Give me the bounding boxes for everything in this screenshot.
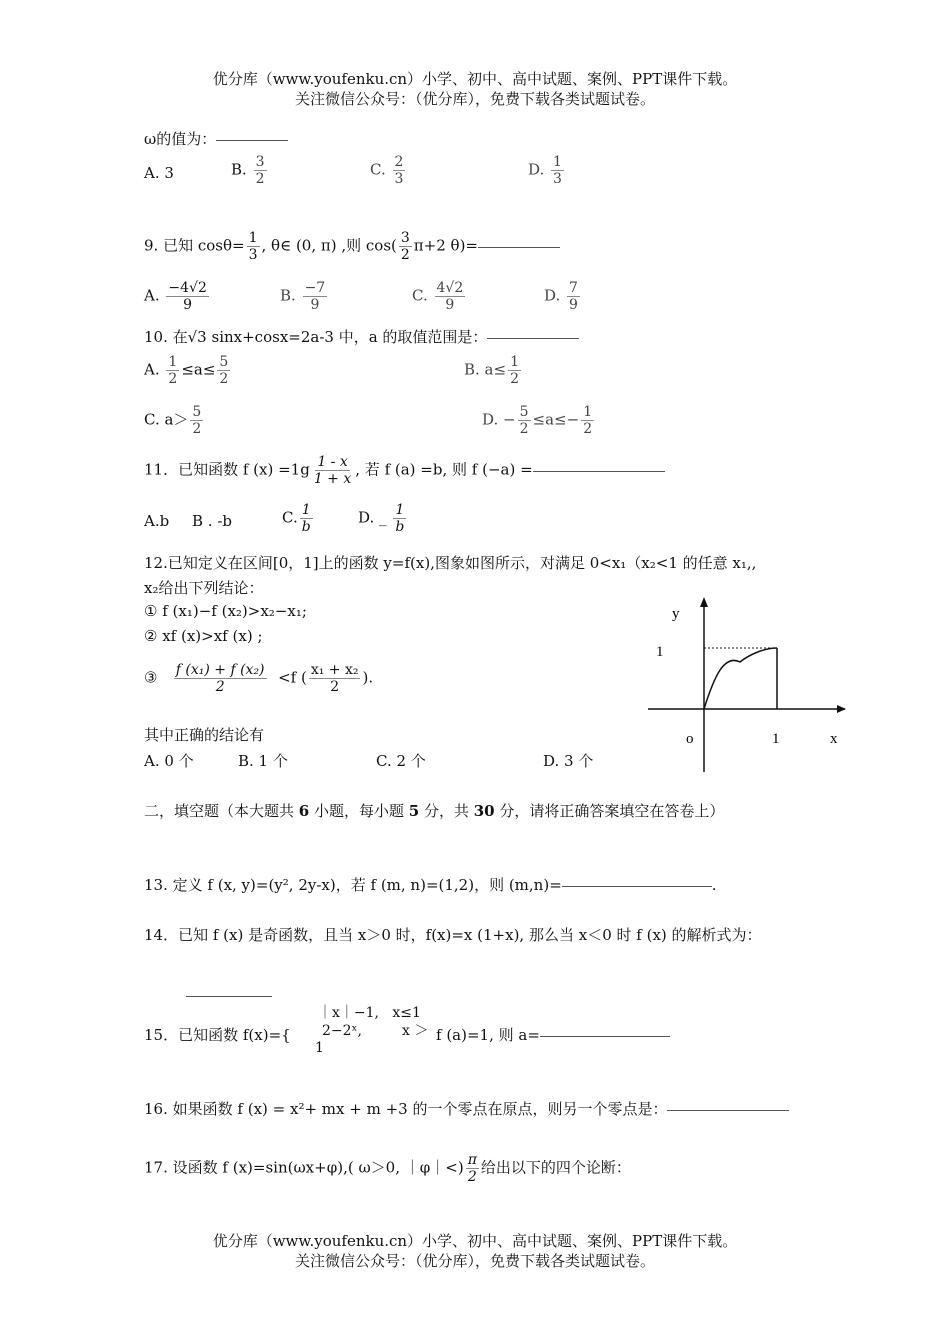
q9-stem: 9. 已知 cosθ= $\frac{1}{3}$ , θ∈ (0, π) ,则 cos( $\frac{3}{2}$ π+2 θ)=: [144, 230, 560, 263]
q10-option-a: A. $\frac{1}{2}$ ≤a≤ $\frac{5}{2}$: [144, 354, 229, 387]
tick-y-one: 1: [656, 644, 664, 660]
q15-case-1: ｜x｜−1, x≤1: [318, 1005, 421, 1021]
q9-option-a: A. $\frac{-4√2}{9}$: [144, 280, 207, 313]
q8-option-b: B. $\frac{3}{2}$: [231, 154, 265, 187]
x-axis-label: x: [830, 731, 838, 747]
q12-summary: 其中正确的结论有: [144, 726, 265, 744]
q12-option-c: C. 2 个: [376, 752, 426, 770]
section-2-heading: 二，填空题（本大题共 6 小题，每小题 5 分，共 30 分，请将正确答案填空在答卷上）: [144, 802, 725, 820]
q12-option-a: A. 0 个: [144, 752, 194, 770]
q17: 17. 设函数 f (x)=sin(ωx+φ),( ω＞0, ｜φ｜<) $\frac{\pi}{2}$ 给出以下的四个论断：: [144, 1152, 631, 1185]
q9-option-d: D. $\frac{7}{9}$: [544, 280, 578, 313]
q12-option-d: D. 3 个: [543, 752, 594, 770]
q11-option-d: D. _ $\frac{1}{b}$: [358, 502, 405, 535]
q9-option-b: B. $\frac{-7}{9}$: [280, 280, 326, 313]
q15-stem: 15．已知函数 f(x)={: [144, 1026, 291, 1044]
q12-conclusion-3: ③ $\frac{\text{f (x₁) + f (x₂)}}{2}$ <f ( $\frac{\text{x₁ + x₂}}{2}$ ).: [144, 662, 374, 695]
q8-option-a: A. 3: [144, 164, 174, 182]
footer-line-1: 优分库（www.youfenku.cn）小学、初中、高中试题、案例、PPT课件下载。: [212, 1232, 738, 1250]
y-axis-arrow: [700, 597, 708, 607]
q11-option-b: B . -b: [192, 512, 232, 530]
q14-answer-blank[interactable]: [186, 986, 272, 1004]
q10-option-c: C. a＞ $\frac{5}{2}$: [144, 404, 202, 437]
x-axis-arrow: [837, 705, 846, 713]
q12-option-b: B. 1 个: [238, 752, 288, 770]
q16: 16. 如果函数 f (x) = x²+ mx + m +3 的一个零点在原点，则另一个零点是：: [144, 1098, 789, 1119]
q15-tail: f (a)=1, 则 a=: [436, 1024, 670, 1045]
q11-option-a: A.b: [144, 512, 170, 530]
q13: 13. 定义 f (x, y)=(y², 2y-x)，若 f (m, n)=(1,2)，则 (m,n)= .: [144, 876, 717, 894]
q12-line-2: x₂给出下列结论：: [144, 579, 264, 597]
q8-stem: ω的值为：: [144, 128, 288, 149]
q14: 14．已知 f (x) 是奇函数，且当 x＞0 时，f(x)=x (1+x), 那么当 x＜0 时 f (x) 的解析式为：: [144, 926, 762, 944]
q12-line-1: 12.已知定义在区间[0，1]上的函数 y=f(x),图象如图所示，对满足 0<x₁（x₂<1 的任意 x₁,,: [144, 554, 757, 572]
q15-case-2: 2−2ˣ, x ＞: [322, 1023, 429, 1039]
tick-x-one: 1: [772, 731, 780, 747]
header-line-2: 关注微信公众号：（优分库），免费下载各类试题试卷。: [294, 90, 655, 108]
q12-function-graph: [640, 592, 860, 777]
q9-option-c: C. $\frac{4√2}{9}$: [412, 280, 464, 313]
q12-conclusion-1: ① f (x₁)−f (x₂)>x₂−x₁;: [144, 602, 307, 620]
q8-option-c: C. $\frac{2}{3}$: [370, 154, 404, 187]
q12-conclusion-2: ② xf (x)>xf (x) ;: [144, 627, 263, 645]
q15-case-3: 1: [315, 1040, 324, 1056]
q10-option-d: D. − $\frac{5}{2}$ ≤a≤− $\frac{1}{2}$: [482, 404, 593, 437]
function-curve: [704, 648, 777, 709]
q8-option-d: D. $\frac{1}{3}$: [528, 154, 562, 187]
footer-line-2: 关注微信公众号：（优分库），免费下载各类试题试卷。: [294, 1252, 655, 1270]
origin-label: o: [686, 731, 694, 747]
header-line-1: 优分库（www.youfenku.cn）小学、初中、高中试题、案例、PPT课件下载。: [212, 70, 738, 88]
q10-stem: 10. 在√3 sinx+cosx=2a-3 中，a 的取值范围是：: [144, 326, 579, 347]
q11-option-c: C. $\frac{1}{b}$: [282, 502, 311, 535]
q11-stem: 11．已知函数 f (x) =1g $\frac{1 - x}{1 + x}$ , 若 f (a) =b, 则 f (−a) =: [144, 454, 665, 487]
q10-option-b: B. a≤ $\frac{1}{2}$: [464, 354, 519, 387]
y-axis-label: y: [672, 606, 680, 622]
